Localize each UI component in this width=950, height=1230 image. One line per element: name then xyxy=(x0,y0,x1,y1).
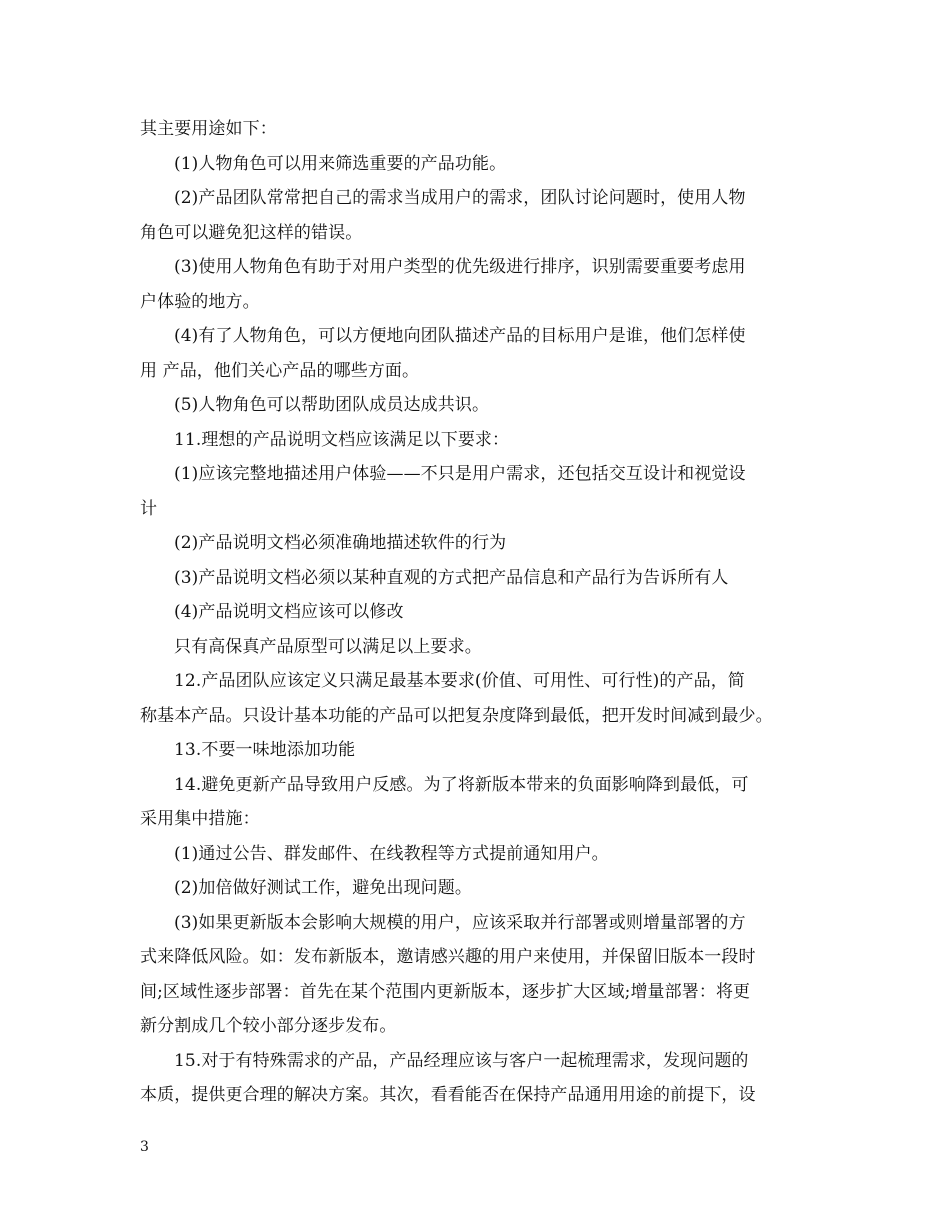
text-line: (3)使用人物角色有助于对用户类型的优先级进行排序，识别需要重要考虑用 xyxy=(174,257,746,277)
text-line: 采用集中措施： xyxy=(140,809,260,829)
text-line: 户体验的地方。 xyxy=(140,291,260,312)
text-line: (4)产品说明文档应该可以修改 xyxy=(174,602,404,622)
text-line: 13.不要一味地添加功能 xyxy=(174,740,356,760)
text-line: (3)产品说明文档必须以某种直观的方式把产品信息和产品行为告诉所有人 xyxy=(174,567,729,588)
text-line: (2)产品团队常常把自己的需求当成用户的需求，团队讨论问题时，使用人物 xyxy=(174,188,746,208)
text-line: 计 xyxy=(140,498,158,519)
text-line: 12.产品团队应该定义只满足最基本要求(价值、可用性、可行性)的产品，简 xyxy=(174,671,745,691)
text-line: 15.对于有特殊需求的产品，产品经理应该与客户一起梳理需求，发现问题的 xyxy=(174,1050,749,1071)
text-line: 用 产品，他们关心产品的哪些方面。 xyxy=(140,360,420,381)
text-line: (2)加倍做好测试工作，避免出现问题。 xyxy=(174,878,472,898)
text-line: 只有高保真产品原型可以满足以上要求。 xyxy=(174,636,482,657)
text-line: (1)应该完整地描述用户体验——不只是用户需求，还包括交互设计和视觉设 xyxy=(174,464,746,484)
text-line: 新分割成几个较小部分逐步发布。 xyxy=(140,1016,397,1036)
text-line: (3)如果更新版本会影响大规模的用户，应该采取并行部署或则增量部署的方 xyxy=(174,912,746,933)
text-line: 14.避免更新产品导致用户反感。为了将新版本带来的负面影响降到最低，可 xyxy=(174,774,749,795)
text-line: 角色可以避免犯这样的错误。 xyxy=(140,222,363,243)
text-line: (1)通过公告、群发邮件、在线教程等方式提前通知用户。 xyxy=(174,843,609,864)
text-line: (1)人物角色可以用来筛选重要的产品功能。 xyxy=(174,153,507,174)
text-line: 本质，提供更合理的解决方案。其次，看看能否在保持产品通用用途的前提下，设 xyxy=(140,1085,756,1105)
text-line: (2)产品说明文档必须准确地描述软件的行为 xyxy=(174,533,507,553)
text-line: (5)人物角色可以帮助团队成员达成共识。 xyxy=(174,395,490,415)
text-line: 式来降低风险。如：发布新版本，邀请感兴趣的用户来使用，并保留旧版本一段时 xyxy=(140,947,756,967)
text-line: 11.理想的产品说明文档应该满足以下要求： xyxy=(174,429,510,450)
text-line: 其主要用途如下： xyxy=(140,119,277,139)
text-line: 间;区域性逐步部署：首先在某个范围内更新版本，逐步扩大区域;增量部署：将更 xyxy=(140,981,751,1002)
text-line: 称基本产品。只设计基本功能的产品可以把复杂度降到最低，把开发时间减到最少。 xyxy=(140,705,773,726)
page-number: 3 xyxy=(140,1139,149,1155)
document-body xyxy=(140,112,830,1113)
text-line: (4)有了人物角色，可以方便地向团队描述产品的目标用户是谁，他们怎样使 xyxy=(174,326,746,346)
